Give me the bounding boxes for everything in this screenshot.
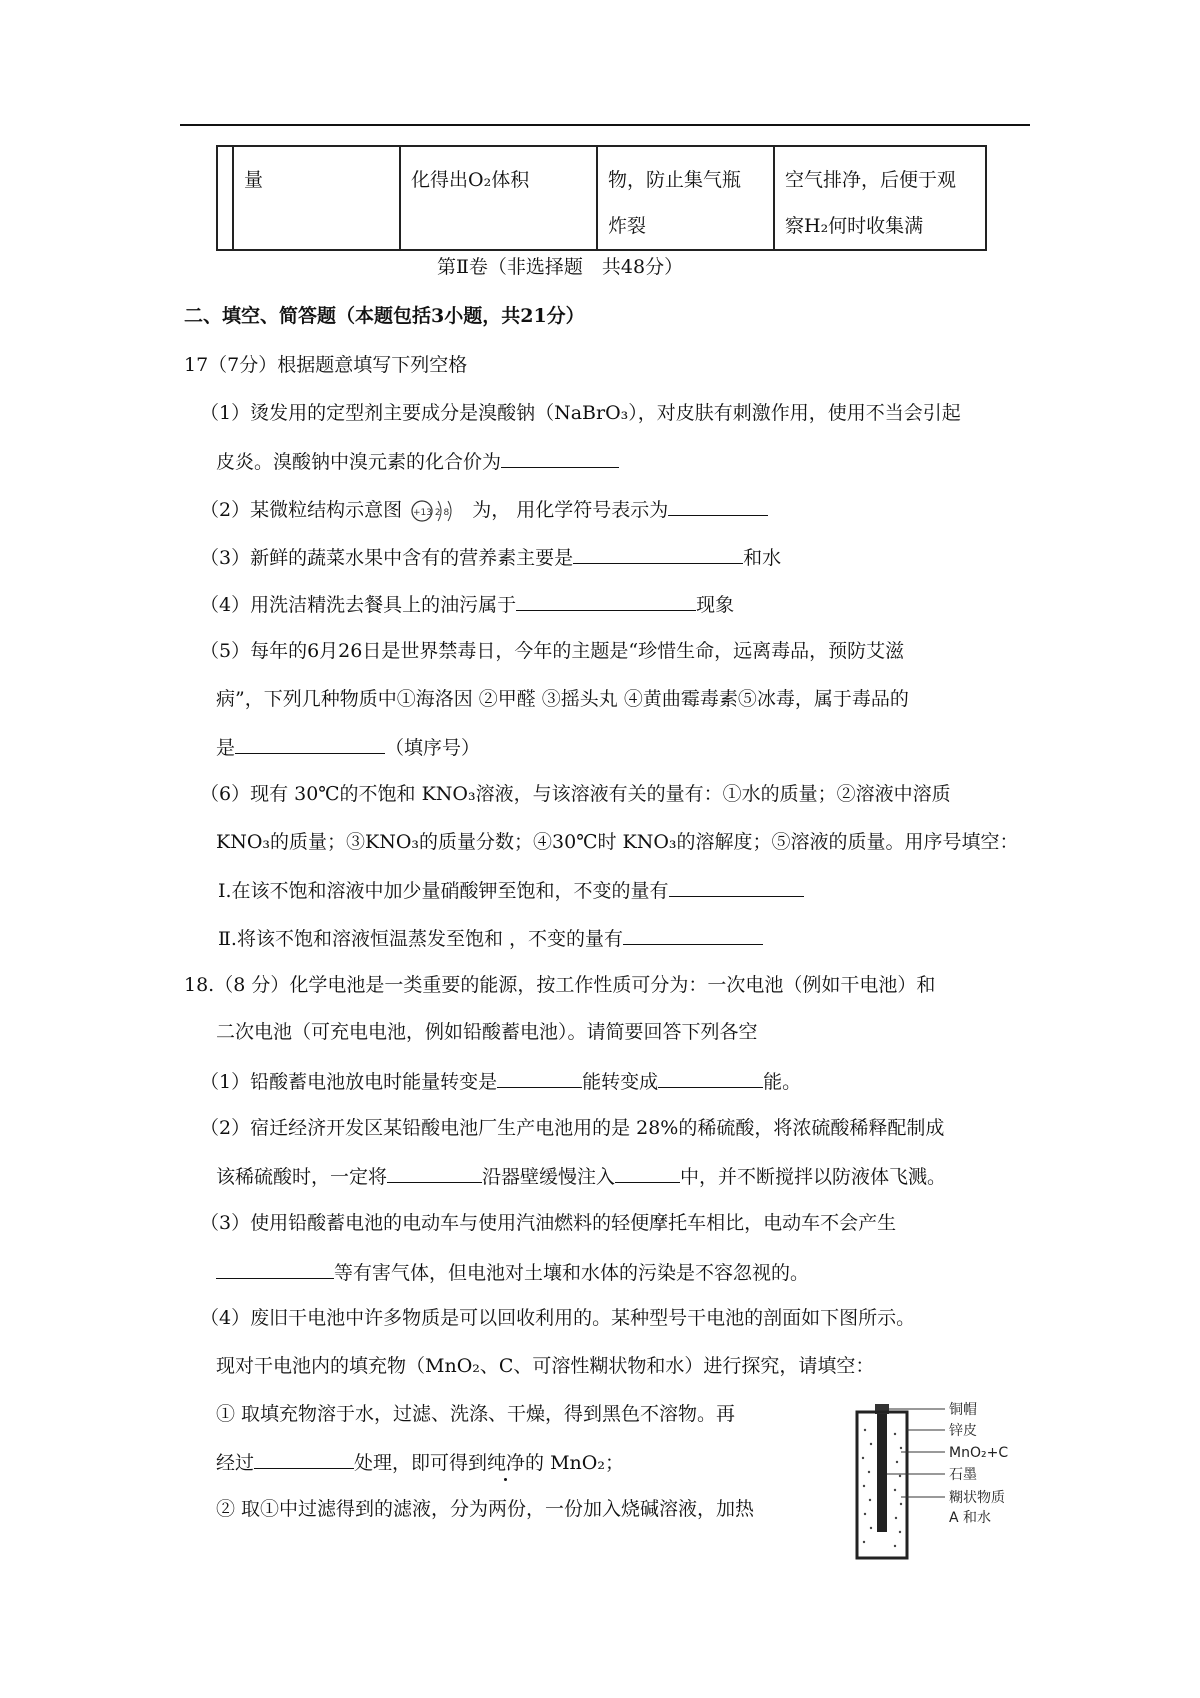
q17-p5-line2: 病”，下列几种物质中①海洛因 ②甲醛 ③摇头丸 ④黄曲霉毒素⑤冰毒，属于毒品的: [216, 688, 909, 710]
q18-step1-line2: 经过 处理，即可得到纯净的 MnO₂；: [216, 1448, 624, 1476]
cell-text: 量: [244, 169, 264, 191]
answer-blank[interactable]: [254, 1448, 354, 1469]
answer-blank[interactable]: [501, 447, 619, 468]
table-row: [217, 146, 986, 250]
answer-blank[interactable]: [668, 495, 768, 516]
answer-blank[interactable]: [497, 1067, 582, 1088]
label-leaders: [887, 1409, 945, 1497]
q18-p4-line1: （4）废旧干电池中许多物质是可以回收利用的。某种型号干电池的剖面如下图所示。: [200, 1307, 916, 1329]
q17-p1-line1: （1）烫发用的定型剂主要成分是溴酸钠（NaBrO₃），对皮肤有刺激作用，使用不当会引起: [200, 402, 961, 424]
label-graphite: 石墨: [949, 1467, 977, 1483]
q18-p1: （1）铅酸蓄电池放电时能量转变是 能转变成 能。: [200, 1067, 801, 1095]
q17-p6-item2: Ⅱ.将该不饱和溶液恒温蒸发至饱和 ，不变的量有: [218, 924, 763, 952]
q17-p4: （4）用洗洁精洗去餐具上的油污属于 现象: [200, 590, 734, 618]
emphasis-dots: 纯净: [487, 1452, 526, 1474]
answer-blank[interactable]: [573, 543, 743, 564]
part-heading: 二、填空、简答题（本题包括3小题，共21分）: [184, 305, 585, 327]
label-zinc-shell: 锌皮: [949, 1423, 977, 1439]
table-cell: [233, 146, 400, 250]
q17-p6-item1: Ⅰ.在该不饱和溶液中加少量硝酸钾至饱和，不变的量有: [218, 876, 804, 904]
answer-blank[interactable]: [615, 1162, 680, 1183]
q18-p2-line2: 该稀硫酸时，一定将 沿器壁缓慢注入 中，并不断搅拌以防液体飞溅。: [216, 1162, 946, 1190]
section-title: 第Ⅱ卷（非选择题 共48分）: [437, 256, 684, 278]
q18-step2: ② 取①中过滤得到的滤液，分为两份，一份加入烧碱溶液，加热: [216, 1498, 755, 1520]
answer-blank[interactable]: [623, 924, 763, 945]
q18-p4-line2: 现对干电池内的填充物（MnO₂、C、可溶性糊状物和水）进行探究，请填空：: [216, 1355, 875, 1377]
table-cell: [400, 146, 597, 250]
answer-blank[interactable]: [216, 1258, 334, 1279]
q17-p1-line2: 皮炎。溴酸钠中溴元素的化合价为: [216, 447, 619, 475]
q18-line2: 二次电池（可充电电池，例如铅酸蓄电池）。请简要回答下列各空: [216, 1021, 758, 1043]
q18-p2-line1: （2）宿迁经济开发区某铅酸电池厂生产电池用的是 28%的稀硫酸，将浓硫酸稀释配制成: [200, 1117, 945, 1139]
q17-p5-line1: （5）每年的6月26日是世界禁毒日，今年的主题是“珍惜生命，远离毒品，预防艾滋: [200, 640, 905, 662]
label-paste-2: A 和水: [949, 1510, 992, 1526]
answer-blank[interactable]: [669, 876, 804, 897]
label-mno2-c: MnO₂+C: [949, 1445, 1009, 1461]
cell-text: 化得出O₂体积: [411, 169, 530, 191]
label-paste: 糊状物质: [949, 1490, 1005, 1506]
q17-p6-line1: （6）现有 30℃的不饱和 KNO₃溶液，与该溶液有关的量有：①水的质量；②溶液中溶质: [200, 783, 951, 805]
q17-p5-line3: 是 （填序号）: [216, 733, 480, 761]
q17-p2: （2）某微粒结构示意图 +13 2 8 为， 用化学符号表示为: [200, 495, 768, 524]
label-copper-cap: 铜帽: [949, 1402, 977, 1418]
table-cell: [774, 146, 986, 250]
answer-blank[interactable]: [516, 590, 696, 611]
answer-blank[interactable]: [387, 1162, 482, 1183]
cell-text: 炸裂: [608, 215, 647, 237]
atom-nucleus-label: +13 2 8: [413, 508, 450, 518]
graphite-rod: [877, 1414, 887, 1532]
cell-text: 空气排净，后便于观: [785, 169, 957, 191]
answer-blank[interactable]: [658, 1067, 763, 1088]
q18-line1: 18.（8 分）化学电池是一类重要的能源，按工作性质可分为：一次电池（例如干电池）和: [184, 974, 936, 996]
q18-p3-line2: 等有害气体，但电池对土壤和水体的污染是不容忽视的。: [216, 1258, 809, 1286]
table-cell-empty: [217, 146, 233, 250]
answer-blank[interactable]: [235, 733, 385, 754]
cell-text: 物，防止集气瓶: [608, 169, 742, 191]
continued-table: [216, 145, 987, 251]
table-cell: [597, 146, 774, 250]
q17-header: 17（7分）根据题意填写下列空格: [184, 354, 468, 376]
q18-p3-line1: （3）使用铅酸蓄电池的电动车与使用汽油燃料的轻便摩托车相比，电动车不会产生: [200, 1212, 897, 1234]
header-rule: [180, 124, 1030, 126]
cell-text: 察H₂何时收集满: [785, 215, 924, 237]
atom-structure-diagram: [408, 498, 466, 524]
q17-p3: （3）新鲜的蔬菜水果中含有的营养素主要是 和水: [200, 543, 781, 571]
q18-step1-line1: ① 取填充物溶于水，过滤、洗涤、干燥，得到黑色不溶物。再: [216, 1403, 736, 1425]
dry-battery-diagram: [845, 1400, 1065, 1562]
q17-p6-line2: KNO₃的质量；③KNO₃的质量分数；④30℃时 KNO₃的溶解度；⑤溶液的质量。用序号填空：: [216, 831, 1019, 853]
